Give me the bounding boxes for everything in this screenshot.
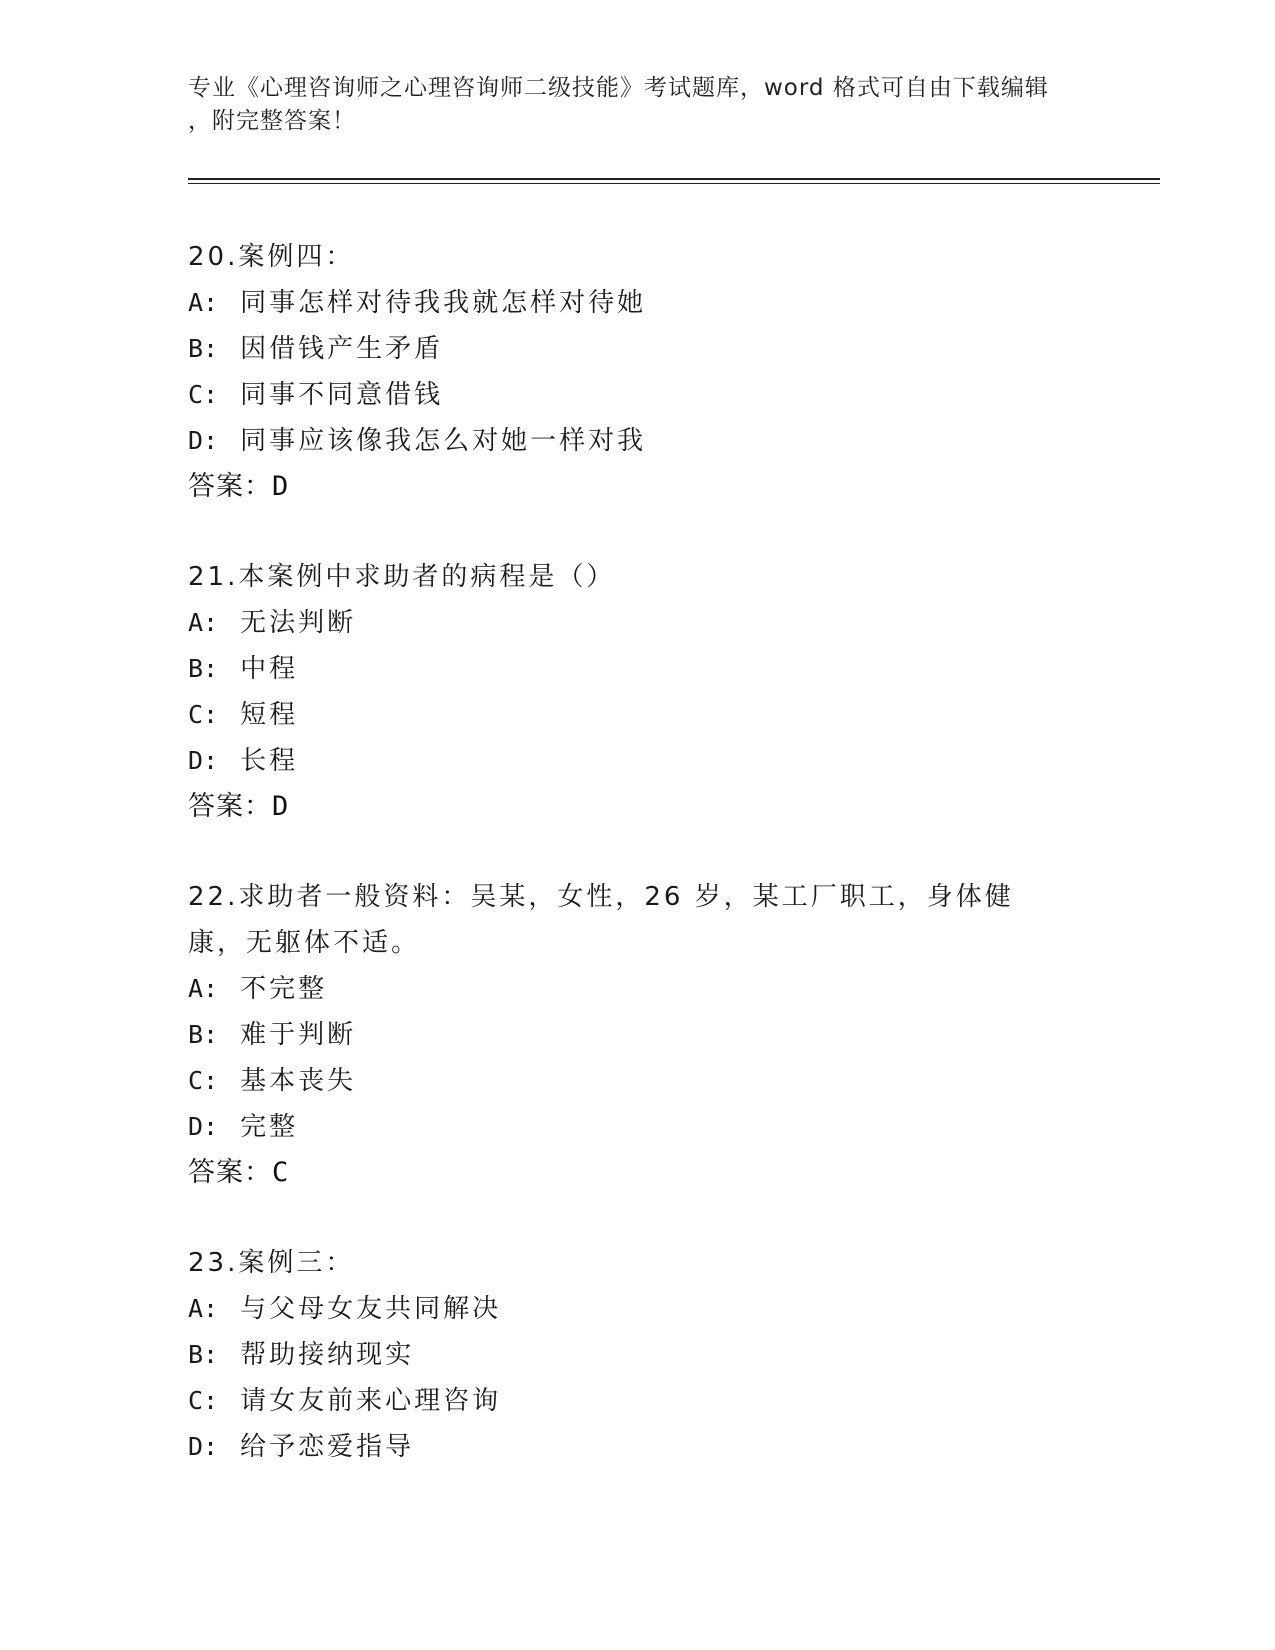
option-b: [188, 1332, 1088, 1378]
option-c: [188, 1058, 1088, 1104]
option-letter: D:: [188, 426, 219, 455]
option-letter: C:: [188, 700, 219, 729]
option-text: 同事不同意借钱: [240, 380, 444, 410]
option-text: 请女友前来心理咨询: [240, 1386, 502, 1416]
option-text: 难于判断: [240, 1020, 357, 1050]
answer-label: 答案：: [188, 471, 272, 502]
option-text: 帮助接纳现实: [240, 1340, 415, 1370]
option-letter: A:: [188, 288, 219, 317]
option-a: [188, 600, 1088, 646]
option-letter: D:: [188, 746, 219, 775]
option-c: [188, 1378, 1088, 1424]
header-line-1: 专业《心理咨询师之心理咨询师二级技能》考试题库，word 格式可自由下载编辑: [188, 75, 1049, 101]
question-stem: 22.求助者一般资料：吴某，女性，26 岁，某工厂职工，身体健康，无躯体不适。: [188, 882, 1014, 958]
option-text: 同事应该像我怎么对她一样对我: [240, 426, 647, 456]
option-letter: D:: [188, 1112, 219, 1141]
answer-line: [188, 784, 1088, 830]
option-letter: C:: [188, 1066, 219, 1095]
question-23: [188, 1240, 1088, 1470]
option-text: 完整: [240, 1112, 299, 1142]
option-letter: A:: [188, 974, 219, 1003]
answer-line: [188, 464, 1088, 510]
option-d: [188, 1424, 1088, 1470]
option-text: 短程: [240, 700, 299, 730]
option-letter: B:: [188, 1020, 219, 1049]
option-b: [188, 1012, 1088, 1058]
option-text: 长程: [240, 746, 299, 776]
question-stem: 20.案例四：: [188, 242, 355, 272]
answer-value: D: [272, 791, 290, 822]
option-text: 不完整: [240, 974, 328, 1004]
option-letter: A:: [188, 608, 219, 637]
option-letter: B:: [188, 334, 219, 363]
option-text: 同事怎样对待我我就怎样对待她: [240, 288, 647, 318]
option-a: [188, 966, 1088, 1012]
option-text: 给予恋爱指导: [240, 1432, 415, 1462]
question-20: [188, 234, 1088, 510]
option-letter: C:: [188, 380, 219, 409]
option-a: [188, 1286, 1088, 1332]
option-letter: C:: [188, 1386, 219, 1415]
option-d: [188, 1104, 1088, 1150]
header-line-2: ，附完整答案！: [188, 108, 356, 134]
option-text: 基本丧失: [240, 1066, 357, 1096]
question-stem: 21.本案例中求助者的病程是（）: [188, 562, 616, 592]
option-letter: D:: [188, 1432, 219, 1461]
answer-value: C: [272, 1157, 290, 1188]
option-d: [188, 418, 1088, 464]
answer-line: [188, 1150, 1088, 1196]
option-c: [188, 692, 1088, 738]
option-text: 因借钱产生矛盾: [240, 334, 444, 364]
option-text: 与父母女友共同解决: [240, 1294, 502, 1324]
answer-label: 答案：: [188, 1157, 272, 1188]
option-c: [188, 372, 1088, 418]
option-b: [188, 326, 1088, 372]
question-21: [188, 554, 1088, 830]
answer-value: D: [272, 471, 290, 502]
option-d: [188, 738, 1088, 784]
option-b: [188, 646, 1088, 692]
question-22: [188, 874, 1088, 1196]
option-letter: B:: [188, 654, 219, 683]
question-stem: 23.案例三：: [188, 1248, 355, 1278]
document-header: [188, 72, 1088, 138]
option-text: 无法判断: [240, 608, 357, 638]
option-text: 中程: [240, 654, 299, 684]
answer-label: 答案：: [188, 791, 272, 822]
option-letter: B:: [188, 1340, 219, 1369]
header-divider: [188, 178, 1160, 184]
option-letter: A:: [188, 1294, 219, 1323]
option-a: [188, 280, 1088, 326]
